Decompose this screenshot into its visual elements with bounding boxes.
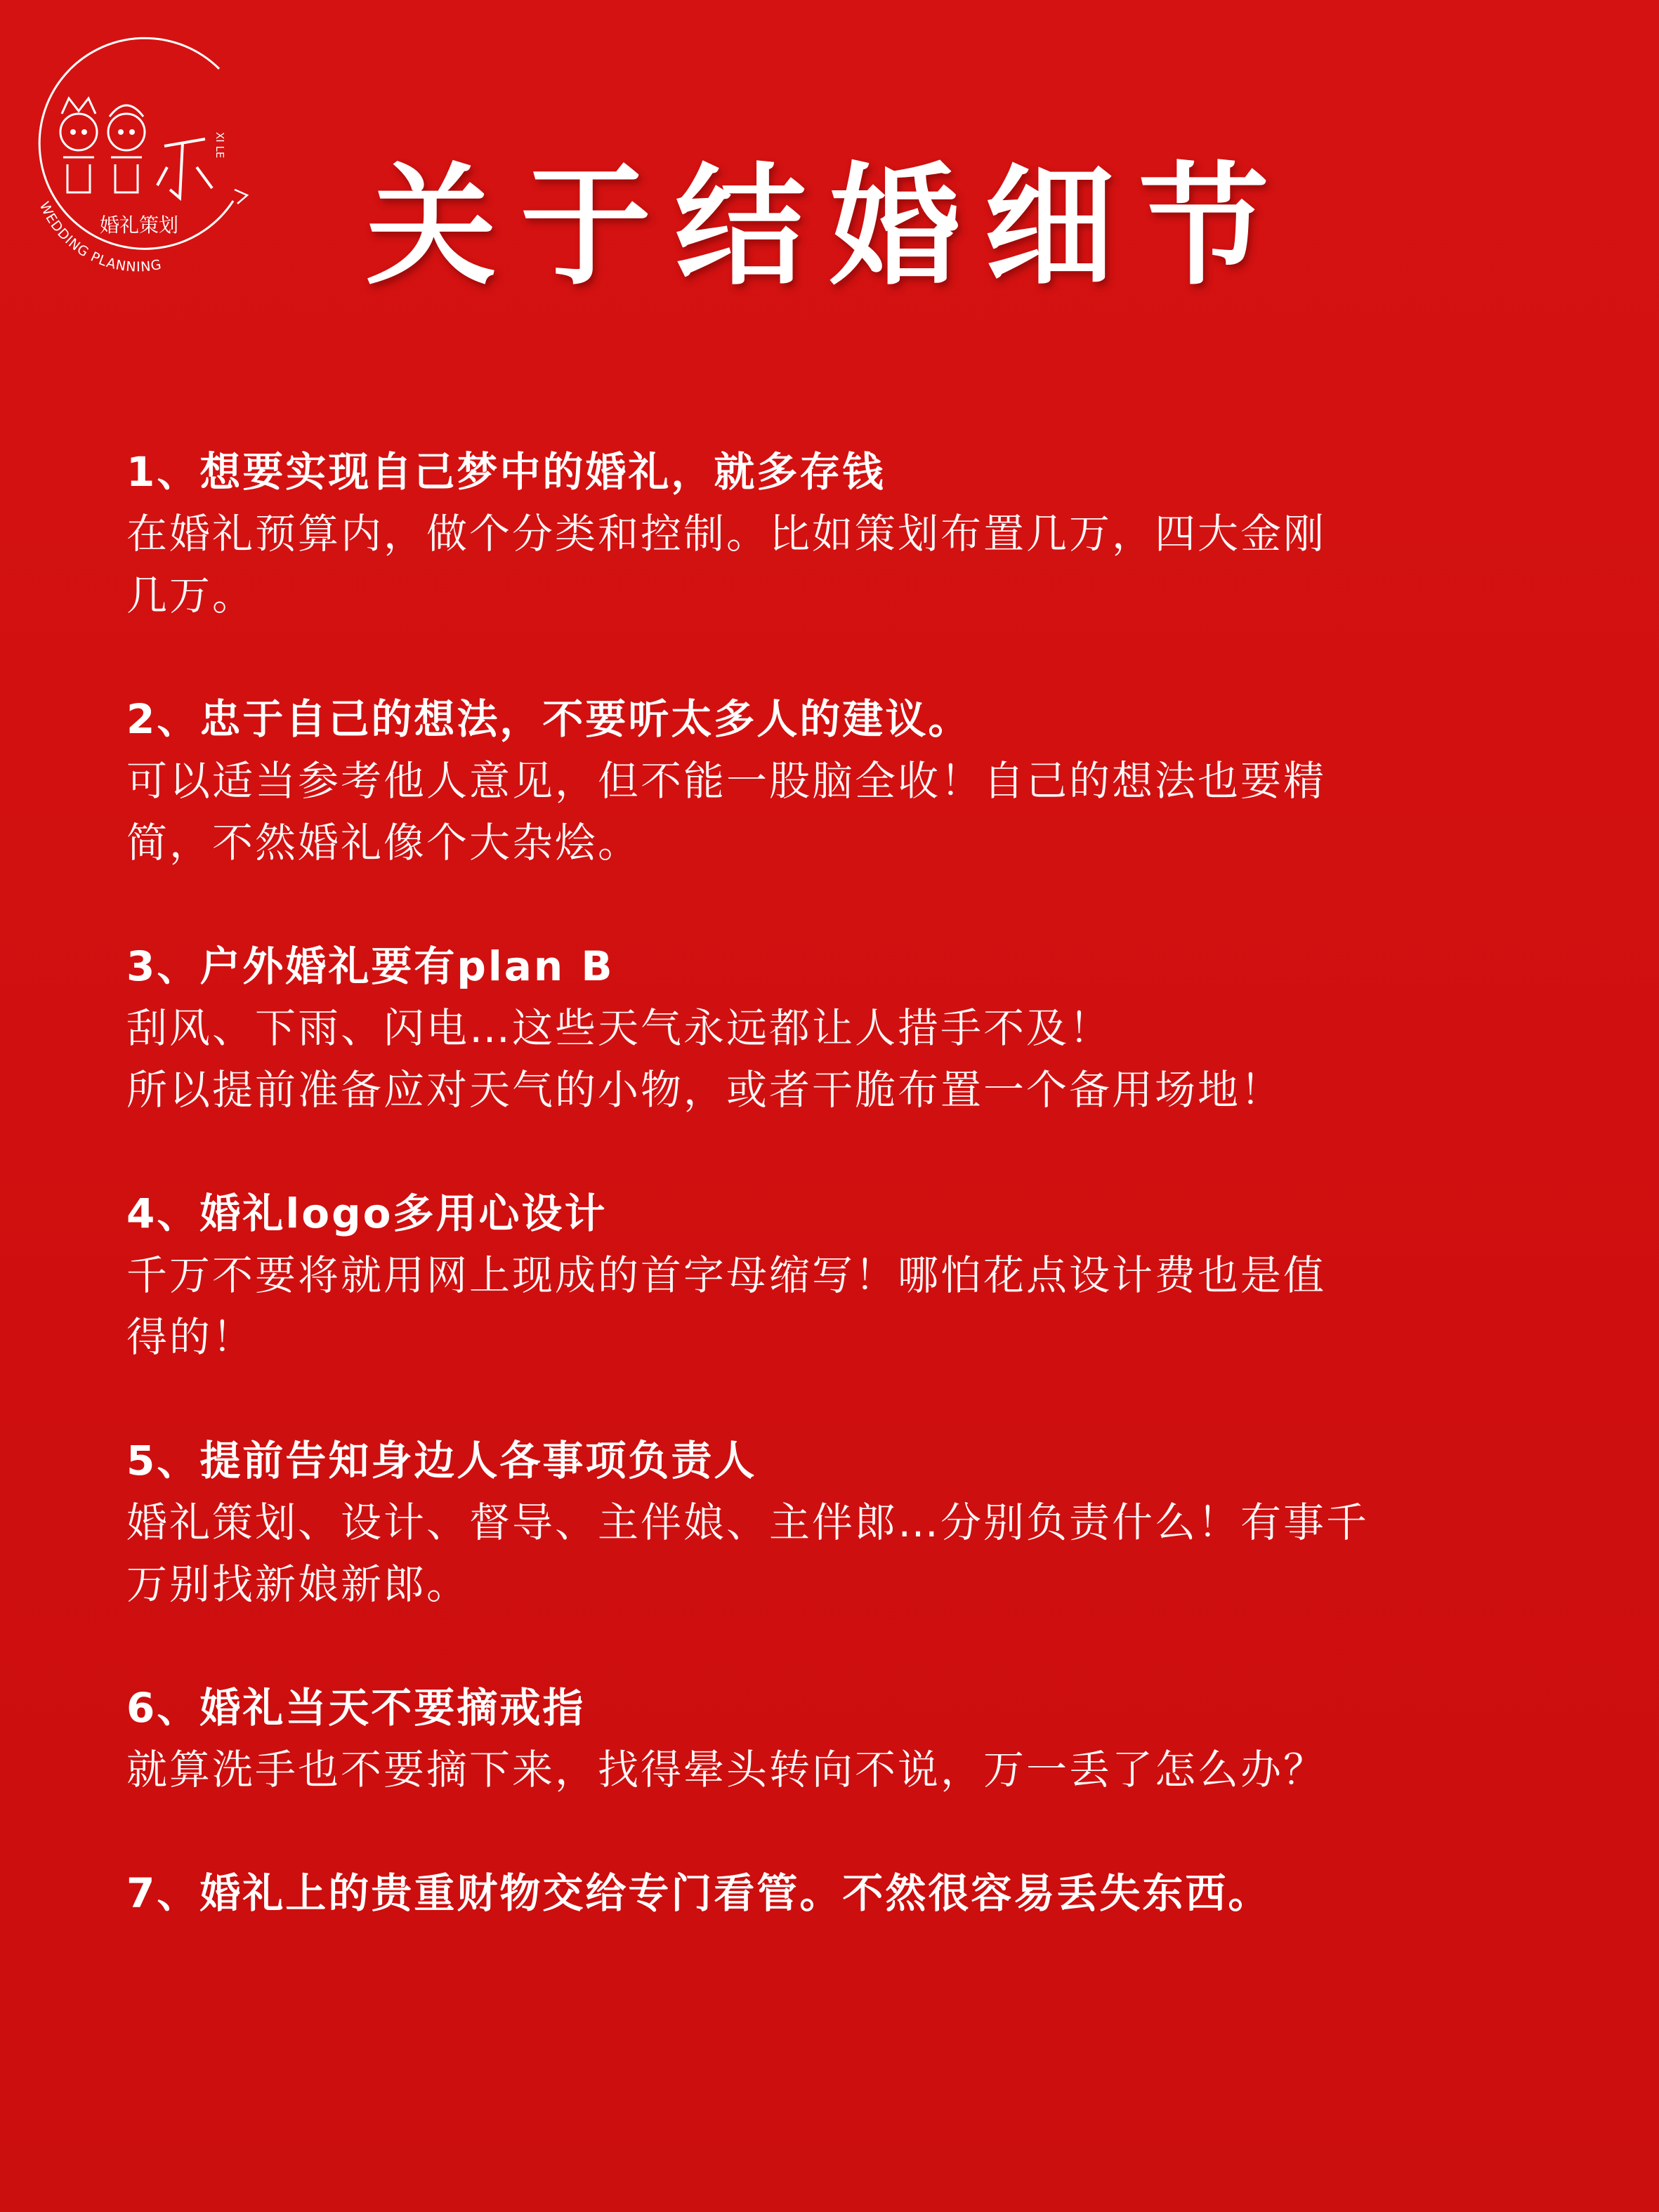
page-title: 关于结婚细节 (365, 149, 1293, 303)
tip-heading: 3、户外婚礼要有plan B (126, 942, 615, 990)
tip-heading: 5、提前告知身边人各事项负责人 (126, 1437, 757, 1484)
tip-heading: 6、婚礼当天不要摘戒指 (126, 1684, 586, 1732)
logo-subtitle: 婚礼策划 (99, 213, 179, 237)
tip-heading: 4、婚礼logo多用心设计 (126, 1190, 608, 1237)
tip-item (126, 1183, 1559, 1368)
tip-body-line: 婚礼策划、设计、督导、主伴娘、主伴郎…分别负责什么！有事千 (126, 1499, 1370, 1546)
tip-body-line: 就算洗手也不要摘下来，找得晕头转向不说，万一丢了怎么办？ (126, 1746, 1327, 1793)
tip-heading: 1、想要实现自己梦中的婚礼，就多存钱 (126, 448, 886, 496)
tip-body-line: 刮风、下雨、闪电…这些天气永远都让人措手不及！ (126, 1004, 1113, 1052)
tip-item (126, 441, 1559, 626)
tip-item (126, 688, 1559, 874)
tip-item (126, 1430, 1559, 1615)
logo-side-text: XI LE (214, 132, 226, 159)
tip-body-line: 得的！ (126, 1313, 256, 1361)
tip-body-line: 几万。 (126, 572, 256, 619)
tip-body-line: 简，不然婚礼像个大杂烩。 (126, 819, 641, 867)
tip-heading: 7、婚礼上的贵重财物交给专门看管。不然很容易丢失东西。 (126, 1869, 1271, 1917)
tip-item (126, 1677, 1559, 1800)
tip-body-line: 可以适当参考他人意见，但不能一股脑全收！自己的想法也要精 (126, 757, 1327, 805)
tip-body-line: 千万不要将就用网上现成的首字母缩写！哪怕花点设计费也是值 (126, 1251, 1327, 1299)
tip-item (126, 935, 1559, 1121)
tip-body-line: 所以提前准备应对天气的小物，或者干脆布置一个备用场地！ (126, 1066, 1284, 1114)
tip-item (126, 1862, 1559, 1924)
tips-list (126, 441, 1559, 1986)
tip-heading: 2、忠于自己的想法，不要听太多人的建议。 (126, 695, 971, 743)
logo-arc-textpath: WEDDING PLANNING (36, 199, 164, 275)
tip-body-line: 万别找新娘新郎。 (126, 1560, 470, 1608)
tip-body-line: 在婚礼预算内，做个分类和控制。比如策划布置几万，四大金刚 (126, 510, 1327, 558)
